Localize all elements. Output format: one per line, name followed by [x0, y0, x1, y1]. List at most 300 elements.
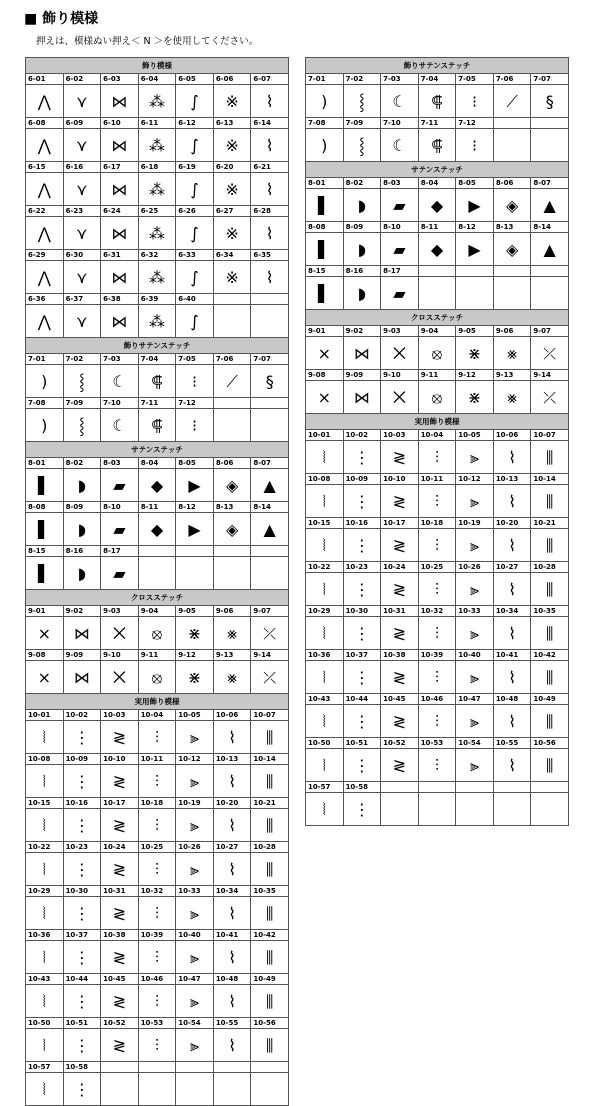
- stitch-icon-row: [26, 173, 289, 206]
- stitch-code: 10-55: [493, 738, 531, 749]
- stitch-code: 10-46: [138, 974, 176, 985]
- stitch-pattern-icon: ▌: [318, 283, 331, 303]
- section-header-row: [306, 162, 569, 178]
- stitch-pattern-icon: ⫼: [546, 447, 554, 467]
- stitch-code: 6-14: [251, 118, 289, 129]
- stitch-pattern-cell: [251, 1073, 289, 1106]
- stitch-pattern-cell: [531, 749, 569, 782]
- stitch-pattern-cell: [26, 985, 64, 1018]
- stitch-pattern-cell: [306, 573, 344, 606]
- stitch-pattern-cell: [251, 897, 289, 930]
- stitch-icon-row: [26, 853, 289, 886]
- stitch-code: 10-43: [306, 694, 344, 705]
- stitch-code: [531, 118, 569, 129]
- right-column: [305, 57, 569, 826]
- stitch-pattern-cell: [418, 441, 456, 474]
- stitch-code: 7-04: [138, 354, 176, 365]
- stitch-pattern-cell: [418, 529, 456, 562]
- stitch-code-row: [306, 430, 569, 441]
- stitch-pattern-icon: ⋎: [75, 223, 88, 243]
- stitch-pattern-icon: ⫸: [190, 859, 200, 879]
- stitch-pattern-icon: ⫼: [546, 711, 554, 731]
- stitch-pattern-icon: ⸿: [151, 371, 163, 391]
- stitch-code: 9-14: [251, 650, 289, 661]
- stitch-pattern-icon: ⨯: [317, 387, 331, 407]
- stitch-code: 9-12: [176, 650, 214, 661]
- stitch-pattern-cell: [138, 617, 176, 650]
- stitch-pattern-cell: [176, 513, 214, 546]
- stitch-code: 10-11: [418, 474, 456, 485]
- stitch-code: 9-06: [213, 606, 251, 617]
- stitch-pattern-cell: [456, 441, 494, 474]
- stitch-pattern-cell: [251, 1029, 289, 1062]
- stitch-pattern-cell: [63, 985, 101, 1018]
- stitch-code: 6-37: [63, 294, 101, 305]
- stitch-pattern-cell: [63, 1073, 101, 1106]
- stitch-code: [213, 546, 251, 557]
- stitch-code: 9-09: [343, 370, 381, 381]
- stitch-icon-row: [26, 469, 289, 502]
- stitch-code: 7-07: [251, 354, 289, 365]
- stitch-pattern-icon: ⋀: [37, 223, 51, 243]
- stitch-pattern-icon: ⌇: [265, 91, 274, 111]
- stitch-pattern-cell: [343, 441, 381, 474]
- stitch-code: 10-03: [381, 430, 419, 441]
- stitch-icon-row: [26, 261, 289, 294]
- stitch-pattern-cell: [26, 261, 64, 294]
- stitch-code: 10-25: [418, 562, 456, 573]
- stitch-code: 6-18: [138, 162, 176, 173]
- stitch-pattern-cell: [306, 189, 344, 222]
- stitch-pattern-cell: [26, 897, 64, 930]
- stitch-code: 8-13: [213, 502, 251, 513]
- stitch-pattern-cell: [343, 233, 381, 266]
- stitch-pattern-icon: ⤫: [263, 667, 277, 687]
- stitch-pattern-icon: ⤫: [263, 623, 277, 643]
- stitch-pattern-cell: [101, 897, 139, 930]
- stitch-code-row: [306, 74, 569, 85]
- stitch-code: 10-32: [138, 886, 176, 897]
- stitch-pattern-cell: [138, 897, 176, 930]
- stitch-pattern-cell: [63, 765, 101, 798]
- stitch-pattern-icon: ◆: [430, 239, 444, 259]
- stitch-code: 7-07: [531, 74, 569, 85]
- stitch-code: 10-45: [101, 974, 139, 985]
- stitch-code: 10-27: [213, 842, 251, 853]
- stitch-pattern-cell: [456, 189, 494, 222]
- stitch-pattern-icon: ▰: [393, 239, 406, 259]
- stitch-pattern-icon: ∫: [190, 223, 199, 243]
- stitch-pattern-icon: ⫼: [546, 535, 554, 555]
- stitch-icon-row: [26, 765, 289, 798]
- stitch-pattern-icon: ⦚: [322, 535, 326, 555]
- stitch-pattern-cell: [213, 409, 251, 442]
- stitch-code-row: [306, 474, 569, 485]
- stitch-pattern-icon: ⫼: [546, 491, 554, 511]
- stitch-code: 8-06: [213, 458, 251, 469]
- stitch-pattern-icon: ⨳: [507, 343, 518, 363]
- stitch-pattern-cell: [138, 557, 176, 590]
- stitch-pattern-icon: ⌇: [265, 267, 274, 287]
- stitch-code: 6-21: [251, 162, 289, 173]
- stitch-pattern-icon: ◈: [225, 475, 239, 495]
- stitch-pattern-icon: ∫: [190, 179, 199, 199]
- stitch-code: 6-22: [26, 206, 64, 217]
- stitch-pattern-cell: [251, 469, 289, 502]
- stitch-pattern-cell: [418, 617, 456, 650]
- stitch-code: 10-04: [418, 430, 456, 441]
- stitch-pattern-cell: [251, 217, 289, 250]
- stitch-pattern-cell: [26, 617, 64, 650]
- stitch-pattern-icon: ⦚: [42, 991, 46, 1011]
- stitch-pattern-icon: ⌇: [228, 1035, 236, 1055]
- stitch-code: 8-15: [306, 266, 344, 277]
- stitch-icon-row: [306, 661, 569, 694]
- stitch-pattern-cell: [213, 557, 251, 590]
- stitch-pattern-icon: ⨉: [393, 387, 406, 407]
- stitch-pattern-icon: ⋮: [353, 799, 370, 819]
- stitch-pattern-icon: ∫: [190, 135, 199, 155]
- stitch-pattern-cell: [531, 233, 569, 266]
- stitch-code: 9-08: [306, 370, 344, 381]
- stitch-code: 6-29: [26, 250, 64, 261]
- stitch-pattern-cell: [176, 985, 214, 1018]
- stitch-code: 10-20: [493, 518, 531, 529]
- section-header-row: [26, 694, 289, 710]
- stitch-pattern-cell: [418, 85, 456, 118]
- stitch-code: 6-34: [213, 250, 251, 261]
- stitch-pattern-cell: [251, 661, 289, 694]
- stitch-icon-row: [26, 897, 289, 930]
- stitch-pattern-cell: [138, 469, 176, 502]
- stitch-pattern-cell: [26, 1073, 64, 1106]
- stitch-pattern-icon: ⋇: [187, 667, 202, 687]
- stitch-pattern-cell: [138, 721, 176, 754]
- stitch-pattern-icon: ⫼: [546, 579, 554, 599]
- stitch-code: 6-06: [213, 74, 251, 85]
- stitch-pattern-cell: [63, 305, 101, 338]
- stitch-pattern-icon: ⁝: [191, 371, 198, 391]
- stitch-code: 9-02: [63, 606, 101, 617]
- stitch-code-row: [26, 710, 289, 721]
- stitch-pattern-icon: ⫼: [266, 815, 274, 835]
- stitch-code: 10-39: [418, 650, 456, 661]
- stitch-pattern-icon: ☾: [112, 371, 127, 391]
- stitch-pattern-cell: [251, 409, 289, 442]
- stitch-pattern-icon: ▶: [188, 519, 201, 539]
- stitch-code-row: [306, 370, 569, 381]
- stitch-pattern-cell: [176, 941, 214, 974]
- stitch-pattern-cell: [381, 85, 419, 118]
- stitch-icon-row: [26, 661, 289, 694]
- stitch-code: 9-13: [493, 370, 531, 381]
- stitch-pattern-icon: ⫸: [190, 727, 200, 747]
- stitch-pattern-cell: [531, 793, 569, 826]
- stitch-code-row: [306, 562, 569, 573]
- stitch-pattern-icon: ⌇: [508, 491, 516, 511]
- stitch-pattern-cell: [63, 661, 101, 694]
- stitch-pattern-cell: [138, 217, 176, 250]
- stitch-pattern-cell: [176, 409, 214, 442]
- stitch-pattern-icon: ⫸: [190, 771, 200, 791]
- stitch-pattern-icon: ◈: [505, 195, 519, 215]
- stitch-pattern-icon: ⨳: [227, 623, 238, 643]
- stitch-code: 10-56: [251, 1018, 289, 1029]
- stitch-pattern-icon: ⨉: [113, 623, 126, 643]
- stitch-code: 6-04: [138, 74, 176, 85]
- stitch-pattern-cell: [26, 129, 64, 162]
- stitch-pattern-icon: ⋮: [353, 667, 370, 687]
- stitch-pattern-cell: [63, 941, 101, 974]
- stitch-pattern-cell: [251, 129, 289, 162]
- stitch-icon-row: [26, 941, 289, 974]
- section-header: サテンステッチ: [26, 442, 289, 458]
- stitch-pattern-cell: [343, 749, 381, 782]
- stitch-code: 10-24: [381, 562, 419, 573]
- stitch-pattern-icon: ⫼: [546, 667, 554, 687]
- stitch-pattern-cell: [63, 809, 101, 842]
- stitch-pattern-icon: ⫸: [470, 447, 480, 467]
- stitch-icon-row: [26, 305, 289, 338]
- stitch-code: 6-24: [101, 206, 139, 217]
- stitch-pattern-icon: ⋈: [111, 311, 128, 331]
- stitch-pattern-cell: [63, 129, 101, 162]
- stitch-pattern-icon: ⫼: [546, 755, 554, 775]
- stitch-code: 8-11: [138, 502, 176, 513]
- stitch-code: 7-09: [63, 398, 101, 409]
- stitch-pattern-cell: [456, 749, 494, 782]
- stitch-pattern-icon: ⫸: [470, 755, 480, 775]
- stitch-pattern-cell: [213, 469, 251, 502]
- stitch-code: 10-57: [306, 782, 344, 793]
- stitch-pattern-icon: ◗: [77, 475, 87, 495]
- stitch-pattern-cell: [213, 765, 251, 798]
- stitch-pattern-cell: [101, 721, 139, 754]
- stitch-code: 10-12: [456, 474, 494, 485]
- stitch-pattern-icon: ⨉: [393, 343, 406, 363]
- stitch-pattern-cell: [213, 985, 251, 1018]
- stitch-code: 8-17: [101, 546, 139, 557]
- stitch-code: 6-25: [138, 206, 176, 217]
- stitch-pattern-cell: [101, 809, 139, 842]
- stitch-pattern-icon: ◆: [150, 519, 164, 539]
- stitch-pattern-icon: ⫸: [470, 667, 480, 687]
- stitch-pattern-icon: ⁝: [471, 91, 478, 111]
- stitch-code: 9-05: [176, 606, 214, 617]
- stitch-pattern-cell: [251, 941, 289, 974]
- stitch-code: 8-04: [418, 178, 456, 189]
- stitch-pattern-cell: [343, 189, 381, 222]
- stitch-pattern-icon: ⦚: [322, 711, 326, 731]
- stitch-code: 10-16: [343, 518, 381, 529]
- stitch-pattern-cell: [26, 941, 64, 974]
- stitch-pattern-icon: ⋮: [73, 815, 90, 835]
- stitch-code-row: [306, 694, 569, 705]
- stitch-pattern-cell: [101, 129, 139, 162]
- stitch-code: [251, 546, 289, 557]
- stitch-pattern-icon: ⌇: [265, 223, 274, 243]
- stitch-code-row: [26, 1018, 289, 1029]
- stitch-pattern-cell: [26, 305, 64, 338]
- stitch-code: 9-01: [26, 606, 64, 617]
- stitch-pattern-cell: [418, 277, 456, 310]
- stitch-code: 7-04: [418, 74, 456, 85]
- stitch-pattern-icon: ⨯: [37, 667, 51, 687]
- stitch-pattern-icon: ⫶: [434, 535, 439, 555]
- stitch-pattern-cell: [456, 793, 494, 826]
- stitch-pattern-icon: ⌇: [508, 755, 516, 775]
- stitch-pattern-cell: [418, 793, 456, 826]
- stitch-pattern-cell: [456, 705, 494, 738]
- stitch-code: 6-36: [26, 294, 64, 305]
- stitch-pattern-icon: ⋮: [73, 903, 90, 923]
- stitch-pattern-cell: [343, 705, 381, 738]
- stitch-pattern-icon: ⋮: [73, 991, 90, 1011]
- stitch-pattern-cell: [251, 617, 289, 650]
- stitch-pattern-cell: [343, 529, 381, 562]
- stitch-pattern-cell: [213, 129, 251, 162]
- stitch-code: 10-41: [493, 650, 531, 661]
- section-header: 実用飾り模様: [26, 694, 289, 710]
- stitch-icon-row: [26, 1029, 289, 1062]
- stitch-icon-row: [306, 129, 569, 162]
- stitch-code: 8-14: [531, 222, 569, 233]
- stitch-pattern-icon: ≷: [112, 727, 127, 747]
- stitch-code: 10-21: [251, 798, 289, 809]
- stitch-pattern-cell: [381, 705, 419, 738]
- stitch-pattern-cell: [456, 573, 494, 606]
- stitch-pattern-icon: ≷: [112, 771, 127, 791]
- stitch-pattern-cell: [176, 853, 214, 886]
- stitch-pattern-cell: [176, 365, 214, 398]
- stitch-pattern-icon: ⌇: [228, 727, 236, 747]
- stitch-code: 8-11: [418, 222, 456, 233]
- stitch-code-row: [306, 326, 569, 337]
- stitch-code: 9-04: [138, 606, 176, 617]
- stitch-code: 10-04: [138, 710, 176, 721]
- stitch-pattern-cell: [456, 277, 494, 310]
- stitch-pattern-icon: ⋮: [353, 623, 370, 643]
- stitch-pattern-icon: ⦚: [42, 771, 46, 791]
- stitch-pattern-icon: ⋮: [73, 947, 90, 967]
- stitch-pattern-cell: [493, 749, 531, 782]
- stitch-code: 10-17: [101, 798, 139, 809]
- stitch-code: 10-34: [213, 886, 251, 897]
- stitch-code: [176, 546, 214, 557]
- stitch-code: 8-08: [306, 222, 344, 233]
- stitch-code: 10-01: [26, 710, 64, 721]
- stitch-pattern-cell: [63, 217, 101, 250]
- section-header-row: [306, 58, 569, 74]
- stitch-pattern-cell: [26, 1029, 64, 1062]
- stitch-pattern-icon: ⋮: [353, 711, 370, 731]
- stitch-code: 10-08: [26, 754, 64, 765]
- stitch-pattern-cell: [26, 409, 64, 442]
- stitch-code: 6-07: [251, 74, 289, 85]
- stitch-code: 10-55: [213, 1018, 251, 1029]
- stitch-code: 10-27: [493, 562, 531, 573]
- stitch-pattern-icon: ⦚: [322, 799, 326, 819]
- section-header: 飾りサテンステッチ: [306, 58, 569, 74]
- stitch-code: 10-58: [343, 782, 381, 793]
- stitch-code: 10-23: [343, 562, 381, 573]
- stitch-code: 8-07: [531, 178, 569, 189]
- stitch-pattern-icon: ⨯: [37, 623, 51, 643]
- stitch-pattern-cell: [493, 617, 531, 650]
- stitch-icon-row: [306, 573, 569, 606]
- stitch-code-row: [306, 782, 569, 793]
- stitch-pattern-cell: [456, 529, 494, 562]
- stitch-code: 9-11: [138, 650, 176, 661]
- stitch-pattern-icon: ◗: [357, 283, 367, 303]
- stitch-pattern-cell: [176, 617, 214, 650]
- stitch-pattern-icon: ⫶: [154, 727, 159, 747]
- stitch-code: 10-33: [176, 886, 214, 897]
- stitch-pattern-cell: [531, 617, 569, 650]
- stitch-pattern-icon: ≷: [392, 755, 407, 775]
- stitch-code: 6-15: [26, 162, 64, 173]
- stitch-pattern-icon: ⦚: [42, 903, 46, 923]
- stitch-code: 10-20: [213, 798, 251, 809]
- stitch-code: 8-01: [26, 458, 64, 469]
- stitch-code: 7-11: [138, 398, 176, 409]
- stitch-pattern-icon: ◆: [150, 475, 164, 495]
- stitch-code: 10-40: [176, 930, 214, 941]
- stitch-code: [251, 1062, 289, 1073]
- stitch-code: 10-53: [138, 1018, 176, 1029]
- stitch-code: 8-09: [343, 222, 381, 233]
- stitch-code: 10-07: [531, 430, 569, 441]
- stitch-code: 7-01: [26, 354, 64, 365]
- stitch-pattern-cell: [26, 85, 64, 118]
- stitch-code: 8-07: [251, 458, 289, 469]
- stitch-code: 10-10: [101, 754, 139, 765]
- stitch-code: 10-54: [456, 738, 494, 749]
- stitch-pattern-cell: [213, 941, 251, 974]
- stitch-pattern-cell: [343, 337, 381, 370]
- stitch-code: 10-47: [456, 694, 494, 705]
- stitch-code-row: [306, 738, 569, 749]
- stitch-pattern-icon: ⫼: [266, 771, 274, 791]
- stitch-pattern-icon: ): [41, 415, 48, 435]
- stitch-pattern-icon: ⫶: [434, 491, 439, 511]
- stitch-pattern-cell: [251, 557, 289, 590]
- stitch-code-row: [26, 974, 289, 985]
- stitch-pattern-icon: ⦚: [322, 623, 326, 643]
- stitch-pattern-cell: [138, 661, 176, 694]
- stitch-pattern-cell: [213, 721, 251, 754]
- stitch-code: [493, 782, 531, 793]
- stitch-code: 6-32: [138, 250, 176, 261]
- stitch-pattern-cell: [101, 513, 139, 546]
- stitch-pattern-cell: [251, 721, 289, 754]
- stitch-pattern-icon: ⨳: [227, 667, 238, 687]
- stitch-icon-row: [306, 337, 569, 370]
- stitch-code: 9-10: [101, 650, 139, 661]
- stitch-pattern-cell: [26, 173, 64, 206]
- stitch-pattern-icon: ∫: [190, 311, 199, 331]
- stitch-pattern-icon: ⫶: [154, 947, 159, 967]
- stitch-pattern-icon: ⁂: [148, 179, 165, 199]
- stitch-code: 10-42: [251, 930, 289, 941]
- stitch-pattern-cell: [306, 705, 344, 738]
- stitch-pattern-cell: [456, 661, 494, 694]
- stitch-pattern-cell: [251, 305, 289, 338]
- stitch-code: 8-06: [493, 178, 531, 189]
- stitch-code: 8-09: [63, 502, 101, 513]
- stitch-pattern-cell: [213, 305, 251, 338]
- stitch-icon-row: [306, 189, 569, 222]
